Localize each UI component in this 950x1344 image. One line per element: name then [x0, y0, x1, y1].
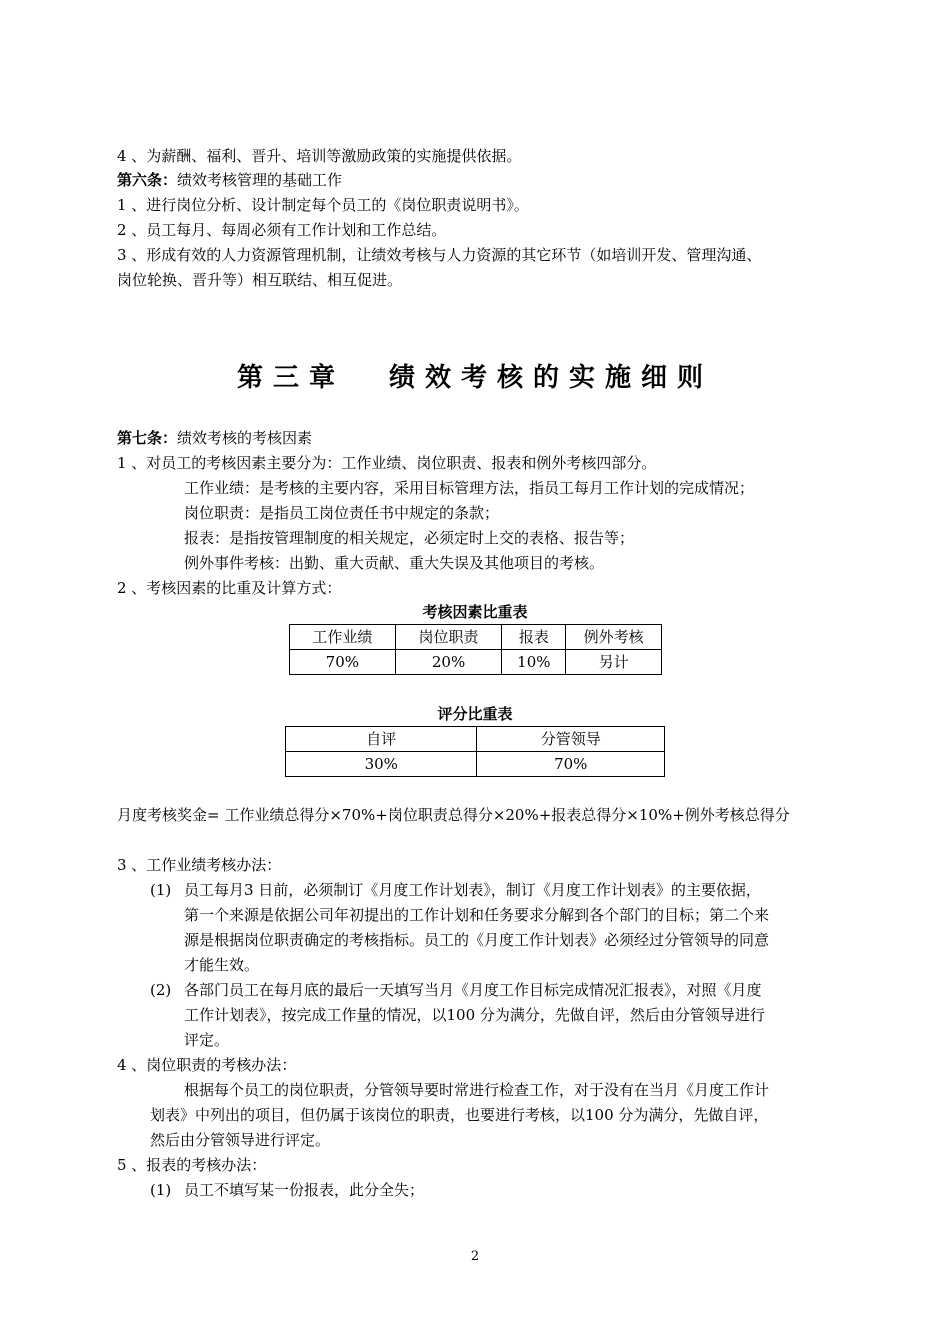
table-cell: 例外考核 [566, 625, 662, 650]
weight-table-header-row [290, 625, 662, 650]
table-cell: 30% [286, 752, 477, 777]
chapter-name: 绩效考核的实施细则 [389, 363, 714, 393]
factor-item: 工作业绩：是考核的主要内容，采用目标管理方法，指员工每月工作计划的完成情况； [184, 479, 755, 497]
paragraph-line: 员工不填写某一份报表，此分全失； [184, 1181, 425, 1199]
table-cell: 工作业绩 [290, 625, 396, 650]
section-4-heading: 4 、岗位职责的考核办法： [117, 1056, 297, 1074]
paragraph-line: 1 、进行岗位分析、设计制定每个员工的《岗位职责说明书》。 [117, 196, 529, 214]
item-number: (1) [150, 1181, 172, 1199]
paragraph-line: 然后由分管领导进行评定。 [150, 1131, 331, 1149]
article-7-text: 绩效考核的考核因素 [177, 429, 313, 447]
paragraph-line: 第一个来源是依据公司年初提出的工作计划和任务要求分解到各个部门的目标；第二个来 [184, 906, 770, 924]
article-7-label: 第七条： [117, 429, 178, 447]
score-table [285, 726, 665, 777]
table-cell: 70% [477, 752, 665, 777]
paragraph-line: 岗位轮换、晋升等）相互联结、相互促进。 [117, 271, 403, 289]
weight-table-value-row [290, 650, 662, 675]
paragraph-line: 各部门员工在每月底的最后一天填写当月《月度工作目标完成情况汇报表》，对照《月度 [184, 981, 762, 999]
section-3-heading: 3 、工作业绩考核办法： [117, 856, 282, 874]
chapter-title [0, 362, 950, 394]
score-table-value-row [286, 752, 665, 777]
article-6-heading [117, 170, 342, 190]
paragraph-line: 源是根据岗位职责确定的考核指标。员工的《月度工作计划表》必须经过分管领导的同意 [184, 931, 770, 949]
bonus-formula: 月度考核奖金= 工作业绩总得分×70%+岗位职责总得分×20%+报表总得分×10%+例外考核总得分 [117, 806, 790, 824]
table-cell: 自评 [286, 727, 477, 752]
factor-item: 例外事件考核：出勤、重大贡献、重大失误及其他项目的考核。 [184, 554, 605, 572]
table-cell: 岗位职责 [395, 625, 502, 650]
paragraph-line: 3 、形成有效的人力资源管理机制，让绩效考核与人力资源的其它环节（如培训开发、管理沟通、 [117, 246, 762, 264]
paragraph-line: 员工每月3 日前，必须制订《月度工作计划表》，制订《月度工作计划表》的主要依据， [184, 881, 761, 899]
table-cell: 10% [502, 650, 566, 675]
paragraph-line: 4 、为薪酬、福利、晋升、培训等激励政策的实施提供依据。 [117, 147, 522, 165]
weight-table [289, 624, 662, 675]
section-5-heading: 5 、报表的考核办法： [117, 1156, 267, 1174]
paragraph-line: 根据每个员工的岗位职责，分管领导要时常进行检查工作，对于没有在当月《月度工作计 [184, 1081, 770, 1099]
score-table-header-row [286, 727, 665, 752]
paragraph-line: 才能生效。 [184, 956, 260, 974]
article-7-heading [117, 428, 312, 448]
paragraph-line: 评定。 [184, 1031, 230, 1049]
section-2-heading: 2 、考核因素的比重及计算方式： [117, 579, 342, 597]
factor-item: 报表：是指按管理制度的相关规定，必须定时上交的表格、报告等； [184, 529, 635, 547]
paragraph-line: 2 、员工每月、每周必须有工作计划和工作总结。 [117, 221, 447, 239]
section-1-heading: 1 、对员工的考核因素主要分为：工作业绩、岗位职责、报表和例外考核四部分。 [117, 454, 657, 472]
article-6-label: 第六条： [117, 171, 178, 189]
item-number: (1) [150, 881, 172, 899]
article-6-text: 绩效考核管理的基础工作 [177, 171, 343, 189]
score-table-caption: 评分比重表 [437, 705, 513, 723]
factor-item: 岗位职责：是指员工岗位责任书中规定的条款； [184, 504, 500, 522]
table-cell: 报表 [502, 625, 566, 650]
table-cell: 分管领导 [477, 727, 665, 752]
paragraph-line: 工作计划表》，按完成工作量的情况，以100 分为满分，先做自评，然后由分管领导进行 [184, 1006, 765, 1024]
item-number: (2) [150, 981, 172, 999]
chapter-number: 第三章 [236, 363, 345, 393]
table-cell: 20% [395, 650, 502, 675]
table-cell: 70% [290, 650, 396, 675]
page-number: 2 [470, 1249, 480, 1264]
paragraph-line: 划表》中列出的项目，但仍属于该岗位的职责，也要进行考核，以100 分为满分，先做自评， [150, 1106, 769, 1124]
weight-table-caption: 考核因素比重表 [422, 603, 528, 621]
table-cell: 另计 [566, 650, 662, 675]
